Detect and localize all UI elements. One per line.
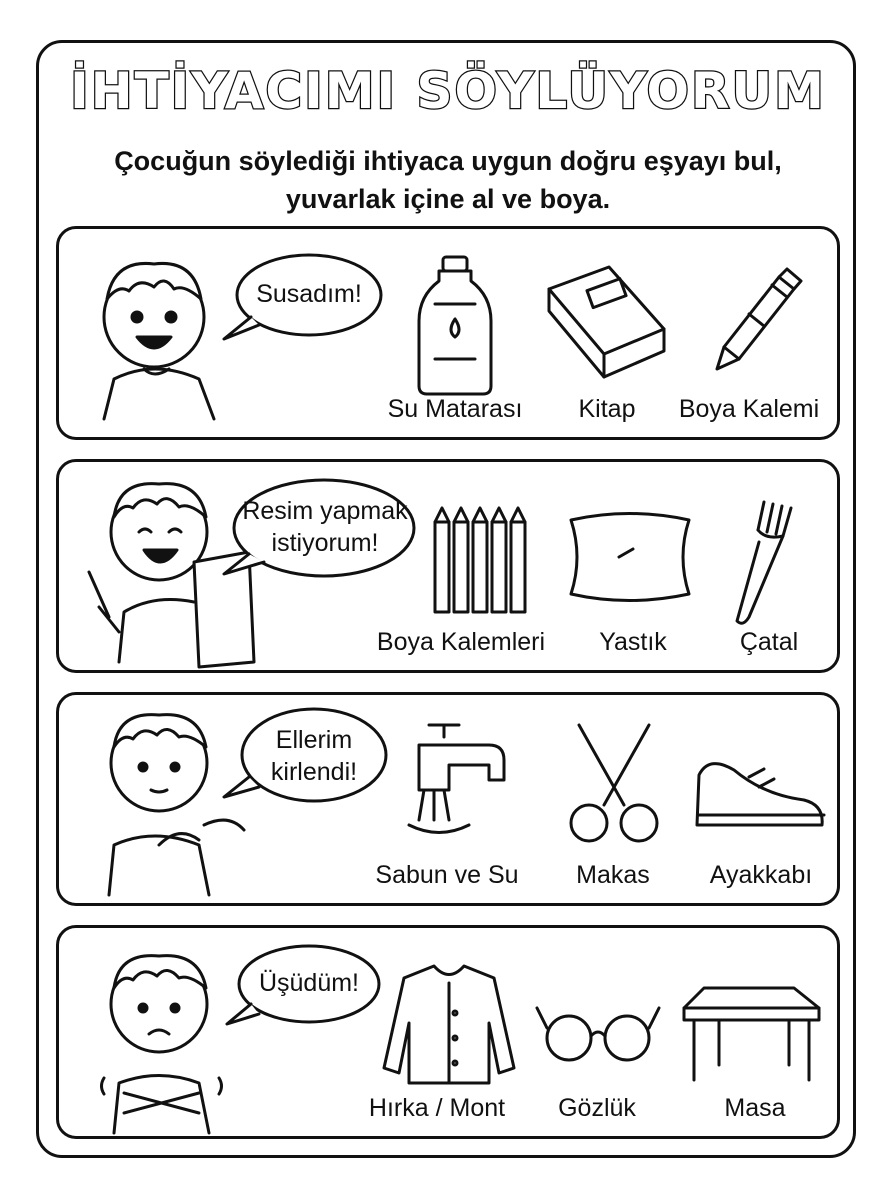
boy-laughing-icon bbox=[89, 484, 254, 667]
question-row-cold bbox=[56, 925, 840, 1139]
speech-text-dirty-hands-1: Ellerim bbox=[275, 726, 353, 754]
option-label-crayon: Boya Kalemi bbox=[678, 395, 820, 423]
option-label-pillow: Yastık bbox=[599, 628, 667, 656]
speech-text-drawing-1: Resim yapmak bbox=[242, 497, 408, 525]
speech-text-cold: Üşüdüm! bbox=[258, 969, 360, 997]
speech-text-thirsty: Susadım! bbox=[256, 280, 362, 308]
option-label-cardigan: Hırka / Mont bbox=[368, 1094, 506, 1122]
fork-icon bbox=[737, 502, 791, 623]
option-label-glasses: Gözlük bbox=[558, 1094, 636, 1122]
speech-text-dirty-hands-2: kirlendi! bbox=[270, 758, 358, 786]
page-title: İHTİYACIMI SÖYLÜYORUM bbox=[70, 62, 826, 120]
water-bottle-icon bbox=[419, 257, 491, 394]
scissors-icon bbox=[571, 725, 657, 841]
option-label-water-bottle: Su Matarası bbox=[387, 395, 523, 423]
instruction-line-1: Çocuğun söylediği ihtiyaca uygun doğru eşyayı bul, bbox=[114, 146, 782, 176]
book-icon bbox=[549, 267, 664, 377]
option-label-crayons: Boya Kalemleri bbox=[376, 628, 546, 656]
cardigan-icon bbox=[384, 966, 514, 1083]
option-label-table: Masa bbox=[724, 1094, 786, 1122]
question-row-dirty-hands bbox=[56, 692, 840, 906]
option-label-scissors: Makas bbox=[576, 861, 650, 889]
boy-smiling-icon bbox=[104, 263, 214, 419]
boy-dirty-hands-icon bbox=[109, 715, 244, 895]
speech-bubble bbox=[242, 709, 386, 801]
question-row-drawing bbox=[56, 459, 840, 673]
table-icon bbox=[684, 988, 819, 1080]
faucet-icon bbox=[409, 725, 504, 833]
question-row-thirsty bbox=[56, 226, 840, 440]
option-label-shoe: Ayakkabı bbox=[709, 861, 813, 889]
glasses-icon bbox=[537, 1008, 659, 1060]
shoe-icon bbox=[697, 764, 824, 825]
option-label-book: Kitap bbox=[578, 395, 636, 423]
crayon-icon bbox=[717, 269, 801, 369]
crayons-icon bbox=[435, 508, 525, 612]
option-label-soap-water: Sabun ve Su bbox=[375, 861, 519, 889]
speech-text-drawing-2: istiyorum! bbox=[271, 529, 379, 557]
instruction-line-2: yuvarlak içine al ve boya. bbox=[285, 184, 611, 214]
pillow-icon bbox=[571, 514, 689, 601]
option-label-fork: Çatal bbox=[739, 628, 799, 656]
boy-shivering-icon bbox=[102, 956, 222, 1133]
